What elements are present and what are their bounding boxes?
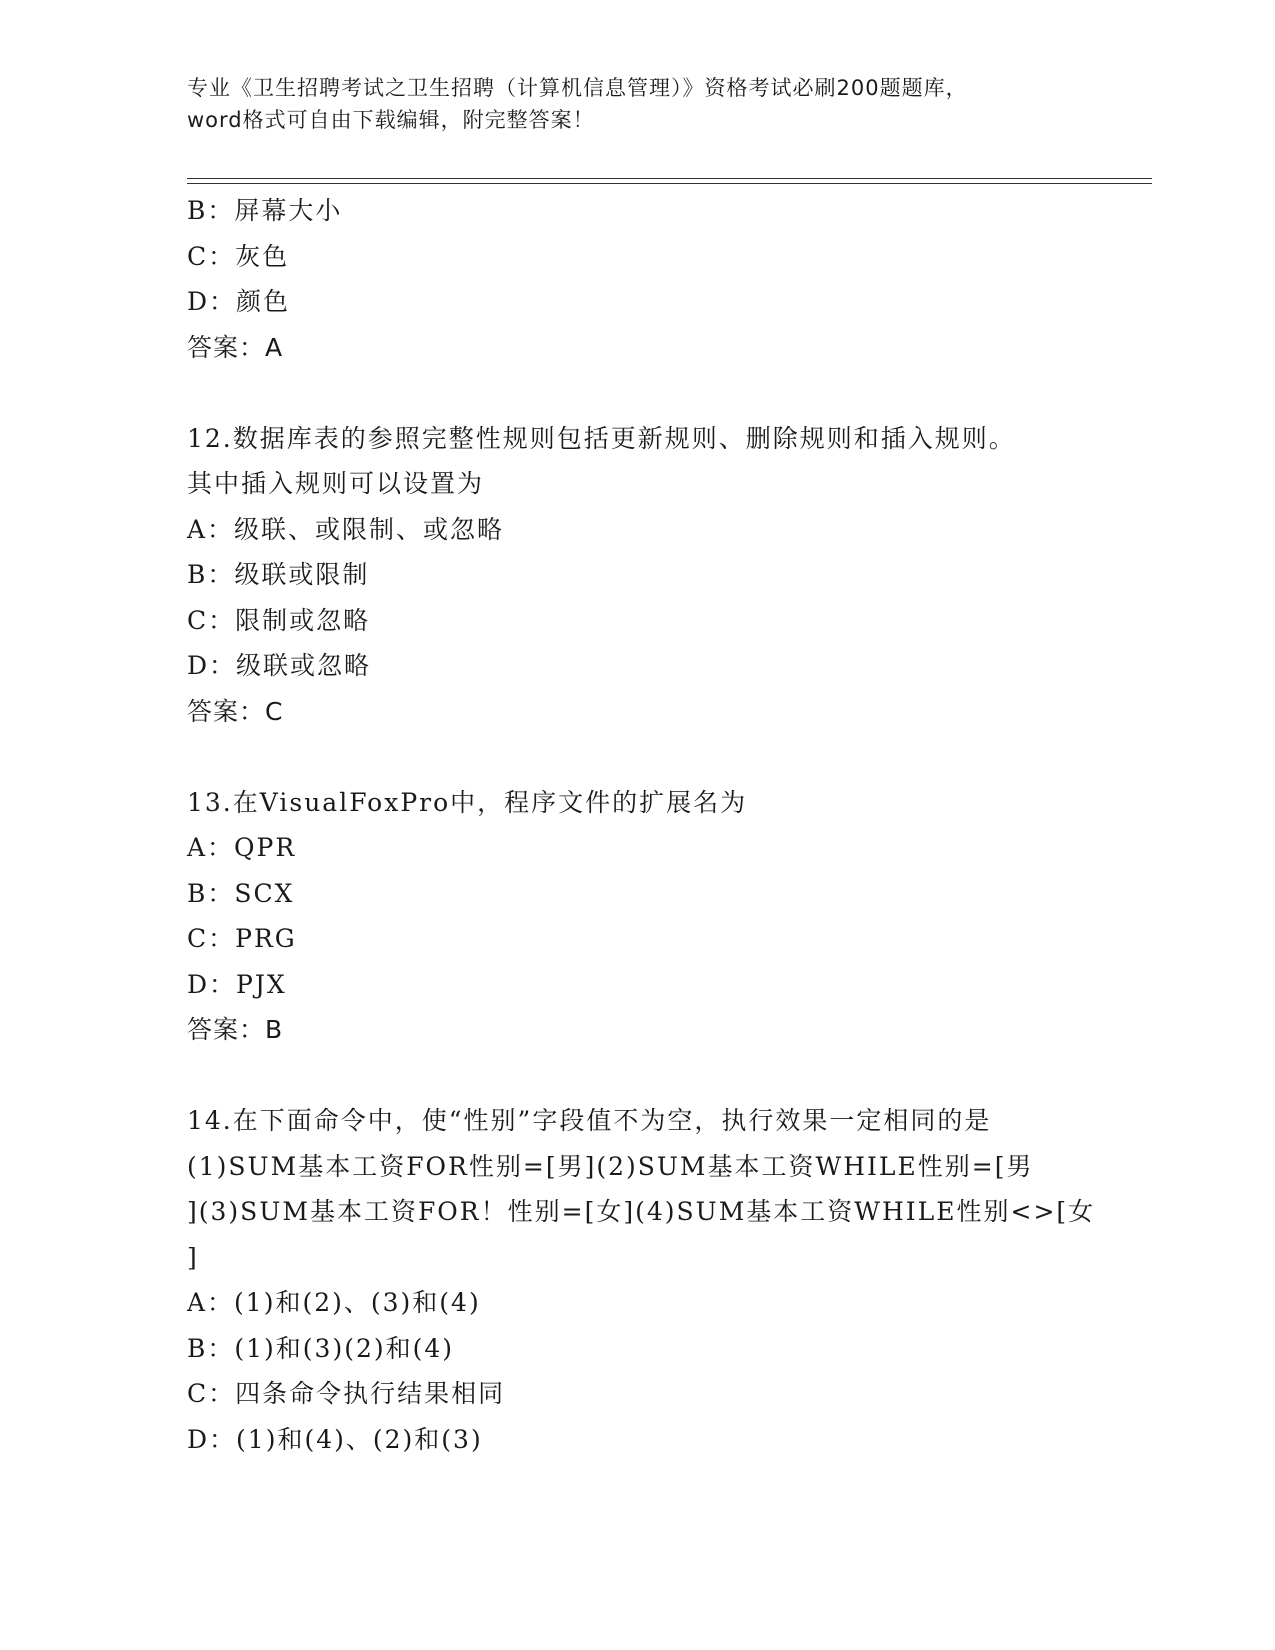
q11-answer: 答案：A <box>187 332 284 362</box>
q12-option-a: A：级联、或限制、或忽略 <box>187 514 505 544</box>
q14-option-c: C：四条命令执行结果相同 <box>187 1379 506 1408</box>
header-rule-bottom <box>187 183 1152 184</box>
q12-answer: 答案：C <box>187 696 284 726</box>
q13-option-c: C：PRG <box>187 924 297 953</box>
q12-question-line-1: 12.数据库表的参照完整性规则包括更新规则、删除规则和插入规则。 <box>187 423 1016 453</box>
spacer <box>187 370 1087 416</box>
question-13 <box>187 780 1087 1053</box>
header-line-1: 专业《卫生招聘考试之卫生招聘（计算机信息管理）》资格考试必刷200题题库， <box>187 76 968 100</box>
q14-question-line-1: 14.在下面命令中，使“性别”字段值不为空，执行效果一定相同的是 <box>187 1106 992 1135</box>
question-12 <box>187 416 1087 735</box>
header-rule-top <box>187 178 1152 179</box>
q12-option-c: C：限制或忽略 <box>187 605 371 635</box>
question-11 <box>187 188 1087 370</box>
q13-option-d: D：PJX <box>187 969 287 999</box>
q12-question-line-2: 其中插入规则可以设置为 <box>187 469 485 498</box>
q13-answer: 答案：B <box>187 1015 284 1044</box>
q13-question: 13.在VisualFoxPro中，程序文件的扩展名为 <box>187 787 748 817</box>
spacer <box>187 734 1087 780</box>
q14-option-d: D：(1)和(4)、(2)和(3) <box>187 1424 483 1454</box>
q11-option-b: B：屏幕大小 <box>187 196 343 225</box>
q14-option-b: B：(1)和(3)(2)和(4) <box>187 1333 455 1363</box>
q11-option-d: D：颜色 <box>187 287 291 316</box>
q14-option-a: A：(1)和(2)、(3)和(4) <box>187 1288 481 1317</box>
q14-question-line-2: (1)SUM基本工资FOR性别=[男](2)SUM基本工资WHILE性别=[男 <box>187 1151 1034 1181</box>
header-line-2: word格式可自由下载编辑，附完整答案！ <box>187 108 595 132</box>
document-header <box>187 72 1087 136</box>
q12-option-b: B：级联或限制 <box>187 560 370 589</box>
q13-option-a: A：QPR <box>187 833 297 862</box>
q13-option-b: B：SCX <box>187 878 295 908</box>
q14-question-line-3: ](3)SUM基本工资FOR！性别=[女](4)SUM基本工资WHILE性别<>[女 <box>187 1197 1096 1226</box>
document-body <box>187 188 1096 1462</box>
q14-question-line-4: ] <box>187 1242 199 1272</box>
question-14 <box>187 1098 1096 1462</box>
spacer <box>187 1053 1087 1099</box>
q11-option-c: C：灰色 <box>187 241 290 271</box>
q12-option-d: D：级联或忽略 <box>187 651 372 680</box>
